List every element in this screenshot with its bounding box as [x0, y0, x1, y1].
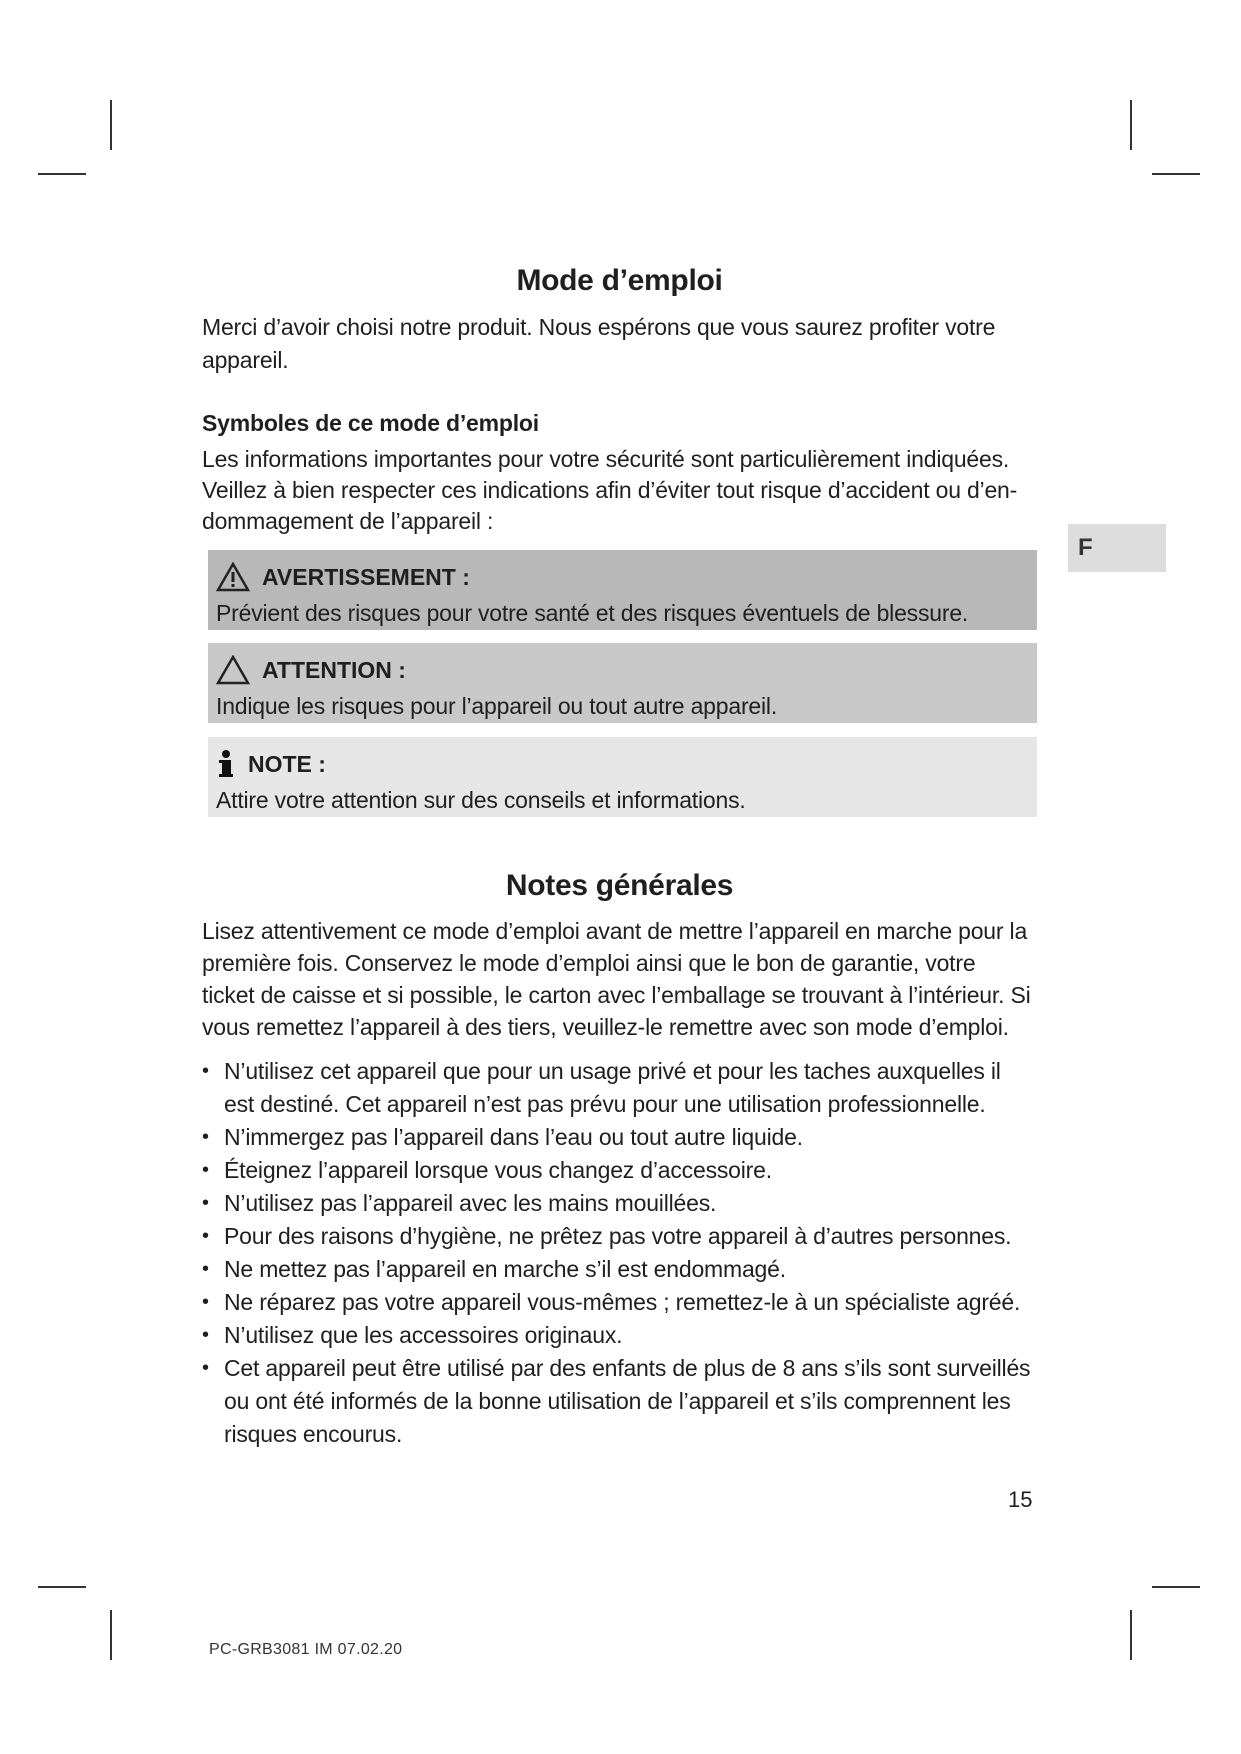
- crop-mark: [1152, 173, 1200, 175]
- intro-paragraph: Merci d’avoir choisi notre produit. Nous espérons que vous saurez profiter votre appareil.: [202, 314, 996, 373]
- warning-text: Prévient des risques pour votre santé et des risques éventuels de blessure.: [216, 600, 969, 626]
- attention-text: Indique les risques pour l’appareil ou tout autre appareil.: [216, 693, 778, 719]
- crop-mark: [1152, 1586, 1200, 1588]
- note-box: [208, 737, 1037, 817]
- crop-mark: [38, 173, 86, 175]
- list-item: • Pour des raisons d’hygiène, ne prêtez pas votre appareil à d’autres personnes.: [202, 1220, 1032, 1253]
- list-item: • N’utilisez que les accessoires originaux.: [202, 1319, 1032, 1352]
- crop-mark: [1130, 100, 1132, 150]
- warning-triangle-icon: [216, 562, 250, 592]
- list-item: • N’immergez pas l’appareil dans l’eau ou tout autre liquide.: [202, 1121, 1032, 1154]
- symbols-paragraph: Les informations importantes pour votre sécurité sont particulièrement indiquées. Veillez à bien respecter ces indications afin d’éviter tout risque d’accident ou d’en-dommagement de l’appareil :: [202, 446, 1018, 534]
- notes-list: [202, 1055, 1032, 1451]
- page-number: 15: [1008, 1487, 1033, 1512]
- footer-code: PC-GRB3081 IM 07.02.20: [209, 1641, 403, 1658]
- info-icon: [216, 749, 236, 779]
- list-item: • Ne réparez pas votre appareil vous-mêmes ; remettez-le à un spécialiste agréé.: [202, 1286, 1032, 1319]
- language-tab: F: [1068, 524, 1166, 572]
- caution-triangle-icon: [216, 655, 250, 685]
- list-item: • N’utilisez pas l’appareil avec les mains mouillées.: [202, 1187, 1032, 1220]
- warning-box: [208, 550, 1037, 630]
- crop-mark: [38, 1586, 86, 1588]
- attention-label: ATTENTION :: [262, 656, 406, 683]
- warning-label: AVERTISSEMENT :: [262, 563, 470, 590]
- note-text: Attire votre attention sur des conseils et informations.: [216, 787, 746, 813]
- page-title: Mode d’emploi: [516, 264, 723, 297]
- notes-intro: Lisez attentivement ce mode d’emploi avant de mettre l’appareil en marche pour la première fois. Conservez le mode d’emploi ainsi que le bon de garantie, votre ticket de caisse et si possible, le carton avec l’emballage se trouvant à l’intérieur. Si vous remettez l’appareil à des tiers, veuillez-le remettre avec son mode d’emploi.: [202, 918, 1031, 1040]
- crop-mark: [110, 1610, 112, 1660]
- crop-mark: [110, 100, 112, 150]
- note-label: NOTE :: [248, 750, 326, 777]
- notes-title: Notes générales: [505, 869, 734, 902]
- symbols-heading: Symboles de ce mode d’emploi: [202, 410, 539, 436]
- list-item: • Cet appareil peut être utilisé par des enfants de plus de 8 ans s’ils sont surveillés ou ont été informés de la bonne utilisation de l’appareil et s’ils comprennent les risques encourus.: [202, 1352, 1032, 1451]
- list-item: • Ne mettez pas l’appareil en marche s’il est endommagé.: [202, 1253, 1032, 1286]
- attention-box: [208, 643, 1037, 723]
- list-item: • N’utilisez cet appareil que pour un usage privé et pour les taches auxquelles il est destiné. Cet appareil n’est pas prévu pour une utilisation professionnelle.: [202, 1055, 1032, 1121]
- crop-mark: [1130, 1610, 1132, 1660]
- list-item: • Éteignez l’appareil lorsque vous changez d’accessoire.: [202, 1154, 1032, 1187]
